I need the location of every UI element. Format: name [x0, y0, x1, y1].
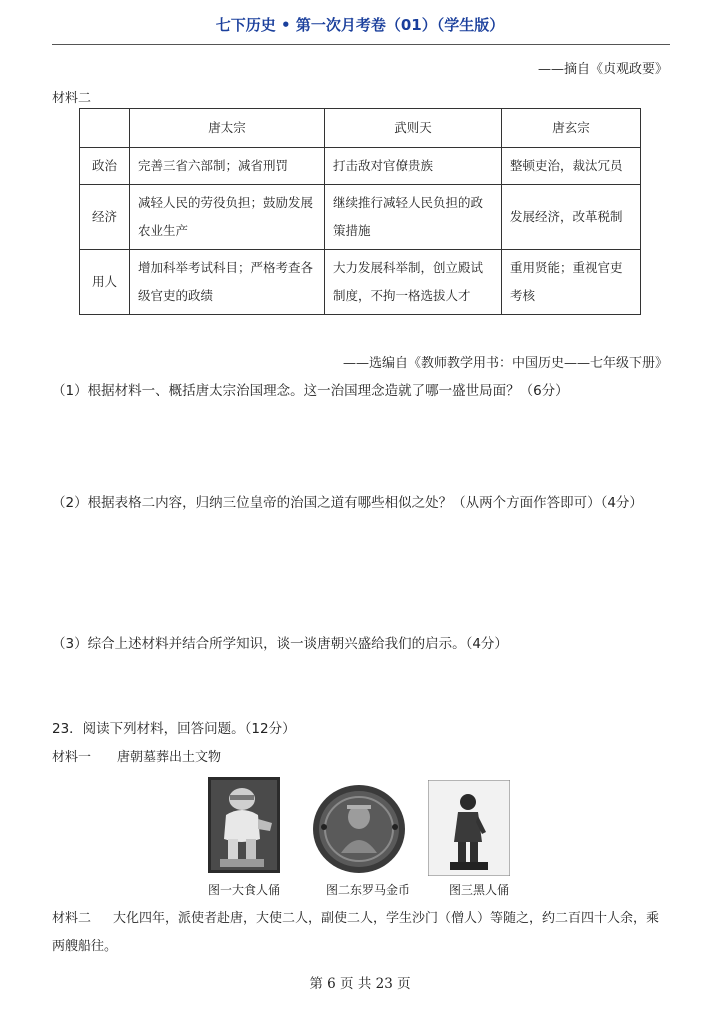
material-1-label: 材料一	[52, 750, 92, 765]
table-cell: 发展经济，改革税制	[502, 185, 641, 250]
material-2b-label: 材料二	[52, 911, 92, 926]
table-row	[80, 250, 641, 315]
material-2-label: 材料二	[52, 91, 92, 106]
table-cell: 增加科举考试科目；严格考查各级官吏的政绩	[130, 250, 325, 315]
table-cell: 继续推行减轻人民负担的政策措施	[325, 185, 502, 250]
material-1-text: 唐朝墓葬出土文物	[117, 750, 222, 765]
figure-3-caption: 图三黑人俑	[449, 883, 510, 897]
row-head-economy: 经济	[80, 185, 130, 250]
table-cell: 整顿吏治，裁汰冗员	[502, 148, 641, 185]
table-row	[80, 185, 641, 250]
table-row	[80, 148, 641, 185]
statue-photo-icon	[428, 780, 510, 880]
table-cell: 完善三省六部制；减省刑罚	[130, 148, 325, 185]
emperor-policy-table	[79, 108, 641, 315]
source-citation-top: ——摘自《贞观政要》	[537, 62, 668, 77]
table-header-row	[80, 109, 641, 148]
page-header-title: 七下历史 • 第一次月考卷（01）（学生版）	[215, 16, 505, 34]
table-cell: 大力发展科举制，创立殿试制度，不拘一格选拔人才	[325, 250, 502, 315]
question-23-title: 23．阅读下列材料，回答问题。（12分）	[52, 721, 296, 737]
table-header-cell: 唐玄宗	[502, 109, 641, 148]
figurine-photo-icon	[208, 777, 280, 877]
table-cell: 重用贤能；重视官吏考核	[502, 250, 641, 315]
question-1: （1）根据材料一、概括唐太宗治国理念。这一治国理念造就了哪一盛世局面？（6分）	[52, 383, 569, 399]
row-head-politics: 政治	[80, 148, 130, 185]
table-cell: 减轻人民的劳役负担；鼓励发展农业生产	[130, 185, 325, 250]
figure-1-caption: 图一大食人俑	[208, 883, 281, 897]
coin-photo-icon	[311, 783, 407, 879]
page-footer: 第 6 页 共 23 页	[309, 976, 411, 992]
material-1-line	[52, 746, 221, 765]
material-2-passage	[52, 905, 670, 961]
row-head-personnel: 用人	[80, 250, 130, 315]
table-header-cell	[80, 109, 130, 148]
table-header-cell: 唐太宗	[130, 109, 325, 148]
question-2: （2）根据表格二内容，归纳三位皇帝的治国之道有哪些相似之处？（从两个方面作答即可）（4分）	[52, 495, 643, 511]
table-cell: 打击敌对官僚贵族	[325, 148, 502, 185]
header-divider	[52, 44, 670, 45]
figure-2-caption: 图二东罗马金币	[326, 883, 411, 897]
table-header-cell: 武则天	[325, 109, 502, 148]
material-2b-text: 大化四年，派使者赴唐，大使二人，副使二人，学生沙门（僧人）等随之，约二百四十人余，乘两艘船往。	[52, 911, 660, 954]
question-3: （3）综合上述材料并结合所学知识，谈一谈唐朝兴盛给我们的启示。（4分）	[52, 636, 508, 652]
source-citation-table: ——选编自《教师教学用书：中国历史——七年级下册》	[342, 356, 668, 371]
